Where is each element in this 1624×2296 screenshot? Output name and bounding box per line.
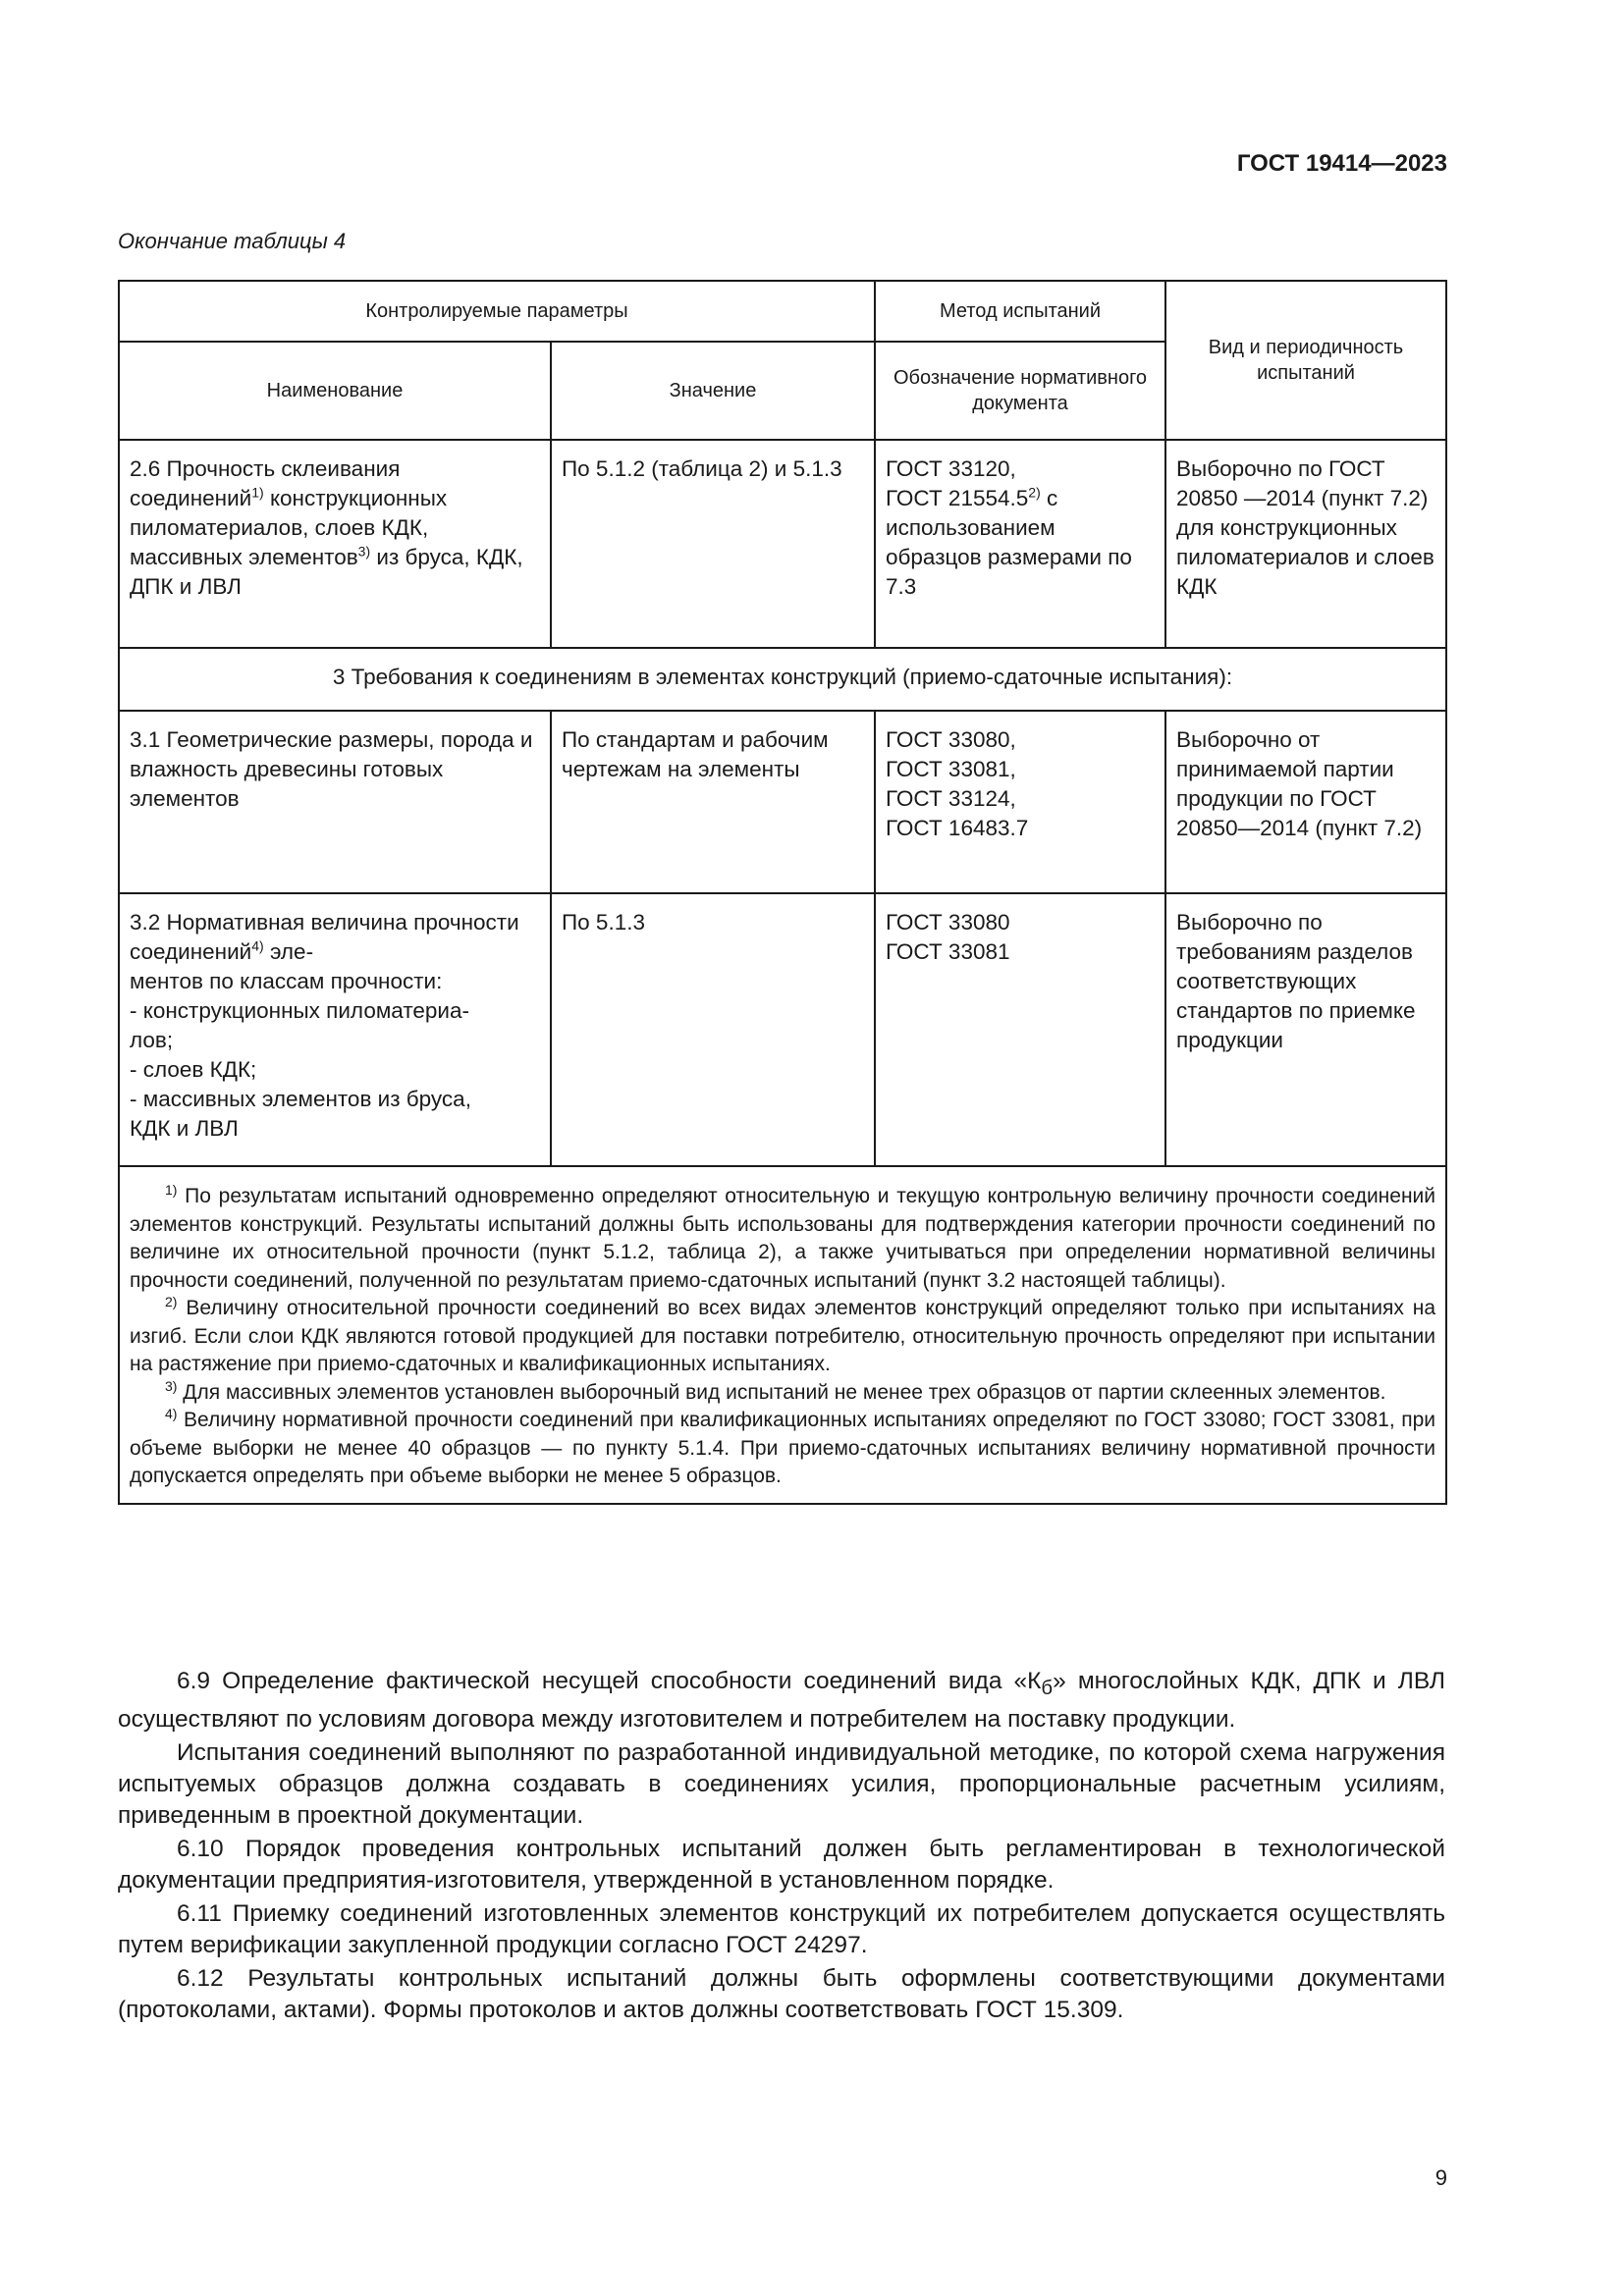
section-3-heading: 3 Требования к соединениям в элементах конструкций (приемо-сдаточные испытания): (119, 648, 1446, 711)
row-3-2-value: По 5.1.3 (551, 893, 875, 1166)
paragraph-6-12: 6.12 Результаты контрольных испытаний должны быть оформлены соответствующими документами (протоколами, актами). Формы протоколов и актов должны соответствовать ГОСТ 15.309. (118, 1964, 1445, 2023)
standard-number: ГОСТ 19414—2023 (1236, 150, 1447, 177)
paragraph-6-9-continued: Испытания соединений выполняют по разработанной индивидуальной методике, по которой схема нагружения испытуемых образцов должна создавать в соединениях усилия, пропорциональные расчетным усилиям, приведенным в проектной документации. (118, 1738, 1445, 1829)
table-row (119, 711, 1446, 893)
footnote-1: $^{1)}$ По результатам испытаний одновременно определяют относительную и текущую контрольную величину прочности соединений элементов конструкций. Результаты испытаний должны быть использованы для подтверждения категории прочности соединений по величине их относительной прочности (пункт 5.1.2, таблица 2), а также учитываться при определении нормативной величины прочности соединений, полученной по результатам приемо-сдаточных испытаний (пункт 3.2 настоящей таблицы). (130, 1182, 1436, 1292)
row-3-1-name: 3.1 Геометрические размеры, порода и влажность древесины готовых элементов (119, 711, 551, 893)
row-3-2-kind: Выборочно по требованиям разделов соответствующих стандартов по приемке продукции (1165, 893, 1446, 1166)
table-footnotes (119, 1166, 1446, 1504)
table-row (119, 440, 1446, 648)
header-value: Значение (551, 342, 875, 440)
row-3-2-name: 3.2 Нормативная величина прочности соединений$^{4)}$ эле- ментов по классам прочности: - конструкционных пиломатериа- лов; - слоев КДК; - массивных элементов из бруса, КДК и ЛВЛ (119, 893, 551, 1166)
row-2-6-name: 2.6 Прочность склеивания соединений$^{1)}$ конструкционных пиломатериалов, слоев КДК, массивных элементов$^{3)}$ из бруса, КДК, ДПК и ЛВЛ (119, 440, 551, 648)
header-controlled-parameters: Контролируемые параметры (119, 281, 875, 342)
requirements-table (118, 280, 1447, 1505)
table-row (119, 893, 1446, 1166)
paragraph-6-11: 6.11 Приемку соединений изготовленных элементов конструкций их потребителем допускается осуществлять путем верификации закупленной продукции согласно ГОСТ 24297. (118, 1899, 1445, 1958)
table-caption: Окончание таблицы 4 (118, 229, 347, 253)
footnote-3: $^{3)}$ Для массивных элементов установлен выборочный вид испытаний не менее трех образцов от партии склеенных элементов. (165, 1377, 1386, 1404)
body-text (118, 1666, 1445, 2028)
paragraph-6-10: 6.10 Порядок проведения контрольных испытаний должен быть регламентирован в технологической документации предприятия-изготовителя, утвержденной в установленном порядке. (118, 1835, 1445, 1894)
row-2-6-value: По 5.1.2 (таблица 2) и 5.1.3 (551, 440, 875, 648)
header-name: Наименование (119, 342, 551, 440)
page-number: 9 (1435, 2165, 1447, 2190)
row-2-6-kind: Выборочно по ГОСТ 20850 —2014 (пункт 7.2) для конструкционных пиломатериалов и слоев КДК (1165, 440, 1446, 648)
footnote-4: $^{4)}$ Величину нормативной прочности соединений при квалификационных испытаниях определяют по ГОСТ 33080; ГОСТ 33081, при объеме выборки не менее 40 образцов — по пункту 5.1.4. При приемо-сдаточных испытаниях величину нормативной прочности допускается определять при объеме выборки не менее 5 образцов. (130, 1406, 1436, 1487)
header-test-kind: Вид и периодичность испытаний (1165, 281, 1446, 440)
paragraph-6-9: 6.9 Определение фактической несущей способности соединений вида «$К_б$» многослойных КДК, ДПК и ЛВЛ осуществляют по условиям договора между изготовителем и потребителем на поставку продукции. (118, 1668, 1446, 1733)
row-2-6-document: ГОСТ 33120, ГОСТ 21554.5$^{2)}$ с использованием образцов размерами по 7.3 (875, 440, 1165, 648)
row-3-2-document: ГОСТ 33080 ГОСТ 33081 (875, 893, 1165, 1166)
row-3-1-kind: Выборочно от принимаемой партии продукции по ГОСТ 20850—2014 (пункт 7.2) (1165, 711, 1446, 893)
footnote-2: $^{2)}$ Величину относительной прочности соединений во всех видах элементов конструкций определяют только при испытаниях на изгиб. Если слои КДК являются готовой продукцией для поставки потребителю, относительную прочность определяют при испытании на растяжение при приемо-сдаточных и квалификационных испытаниях. (130, 1294, 1436, 1375)
row-3-1-document: ГОСТ 33080, ГОСТ 33081, ГОСТ 33124, ГОСТ 16483.7 (875, 711, 1165, 893)
header-document: Обозначение нормативного документа (875, 342, 1165, 440)
row-3-1-value: По стандартам и рабочим чертежам на элементы (551, 711, 875, 893)
header-test-method: Метод испытаний (875, 281, 1165, 342)
